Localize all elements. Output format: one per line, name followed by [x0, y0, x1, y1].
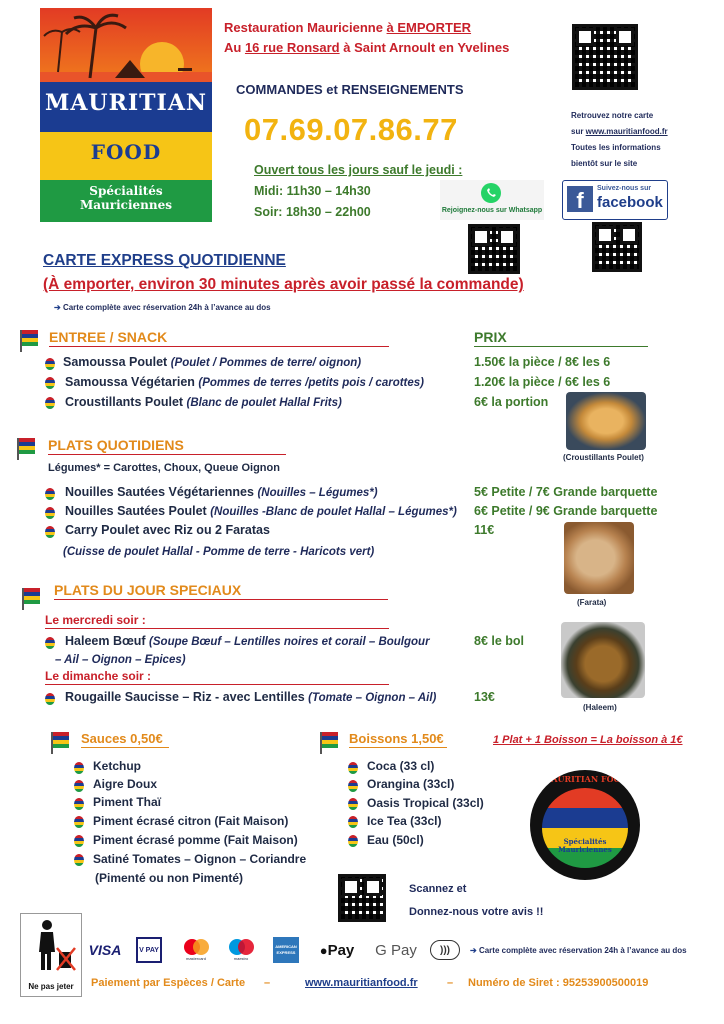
vpay-icon: V PAY	[136, 937, 162, 963]
whatsapp-label: Rejoignez-nous sur Whatsapp	[441, 207, 543, 214]
amex-icon: AMERICAN EXPRESS	[273, 937, 299, 963]
whatsapp-qr-code[interactable]	[468, 224, 520, 274]
boisson-item: Eau (50cl)	[367, 833, 424, 847]
menu-item: Samoussa Végétarien (Pommes de terres /petits pois / carottes)	[65, 375, 425, 389]
menu-item-price: 13€	[474, 690, 495, 704]
mauritius-bullet-icon	[348, 780, 358, 792]
mauritius-bullet-icon	[45, 377, 55, 389]
facebook-qr-code[interactable]	[592, 222, 642, 272]
hours-soir: Soir: 18h30 – 22h00	[254, 205, 371, 219]
menu-item-price: 5€ Petite / 7€ Grande barquette	[474, 485, 658, 499]
whatsapp-icon	[480, 182, 502, 204]
legumes-note: Légumes* = Carottes, Choux, Queue Oignon	[48, 462, 280, 474]
menu-qr-code[interactable]	[572, 24, 638, 90]
mauritius-flag-icon	[53, 732, 69, 750]
footer-separator: –	[447, 977, 454, 989]
sauce-item-extra: (Pimenté ou non Pimenté)	[95, 871, 244, 885]
farata-caption: (Farata)	[577, 598, 607, 607]
mauritius-bullet-icon	[45, 507, 55, 519]
ne-pas-jeter-box	[20, 913, 82, 997]
menu-item: Nouilles Sautées Poulet (Nouilles -Blanc de poulet Hallal – Légumes*)	[65, 504, 457, 518]
mauritius-flag-icon	[19, 438, 35, 456]
sauce-item: Piment écrasé citron (Fait Maison)	[93, 814, 289, 828]
litter-bin-icon	[27, 918, 77, 974]
round-logo-title: MAURITIAN FOOD	[542, 774, 628, 784]
sauce-item: Ketchup	[93, 759, 141, 773]
mauritius-bullet-icon	[348, 798, 358, 810]
mercredi-label: Le mercredi soir :	[45, 613, 146, 627]
menu-item-price: 1.50€ la pièce / 8€ les 6	[474, 355, 611, 369]
sauce-item: Piment écrasé pomme (Fait Maison)	[93, 833, 298, 847]
hours-midi: Midi: 11h30 – 14h30	[254, 184, 371, 198]
haleem-photo	[561, 622, 645, 698]
mauritius-bullet-icon	[74, 798, 84, 810]
speciaux-title: PLATS DU JOUR SPECIAUX	[54, 582, 242, 598]
mauritius-bullet-icon	[74, 854, 84, 866]
menu-item: Rougaille Saucisse – Riz - avec Lentilles (Tomate – Oignon – Ail)	[65, 690, 437, 704]
mauritius-bullet-icon	[45, 488, 55, 500]
logo-tagline: Spécialités Mauriciennes	[79, 184, 172, 212]
boisson-item: Ice Tea (33cl)	[367, 814, 442, 828]
farata-photo	[564, 522, 634, 594]
round-logo	[530, 770, 640, 880]
whatsapp-badge[interactable]	[440, 180, 544, 220]
menu-item: Samoussa Poulet (Poulet / Pommes de terre/ oignon)	[63, 355, 362, 369]
google-pay-icon: G Pay	[375, 941, 417, 959]
entree-title: ENTREE / SNACK	[49, 329, 168, 345]
plats-title: PLATS QUOTIDIENS	[48, 437, 184, 453]
logo-subtitle: FOOD	[90, 140, 162, 164]
ne-pas-jeter-label: Ne pas jeter	[28, 982, 74, 991]
facebook-badge[interactable]	[562, 180, 668, 220]
menu-item-price: 6€ la portion	[474, 395, 549, 409]
footer-note: ➔ Carte complète avec réservation 24h à l’avance au dos	[470, 946, 687, 955]
mastercard-icon: mastercard	[180, 937, 212, 963]
mauritius-flag-icon	[24, 588, 40, 606]
croustillants-caption: (Croustillants Poulet)	[563, 453, 644, 462]
contactless-icon: )))	[430, 940, 460, 960]
mauritian-food-logo	[40, 8, 212, 222]
logo-title: MAURITIAN	[44, 90, 208, 116]
boisson-item: Coca (33 cl)	[367, 759, 435, 773]
mauritius-bullet-icon	[74, 816, 84, 828]
facebook-icon: f	[567, 186, 593, 212]
apple-pay-icon: ● Pay	[319, 941, 355, 959]
menu-item: Croustillants Poulet (Blanc de poulet Hallal Frits)	[65, 395, 342, 409]
facebook-small-label: Suivez-nous sur	[597, 185, 652, 192]
croustillants-photo	[566, 392, 646, 450]
dimanche-label: Le dimanche soir :	[45, 669, 152, 683]
sidebar-info: Retrouvez notre carte sur www.mauritianfood.fr Toutes les informations bientôt sur le site	[571, 111, 668, 168]
promo-text: 1 Plat + 1 Boisson = La boisson à 1€	[493, 734, 683, 746]
logo-sunset-band	[40, 8, 212, 82]
mauritius-bullet-icon	[45, 358, 55, 370]
opening-hours-title: Ouvert tous les jours sauf le jeudi :	[254, 163, 463, 177]
paiement-text: Paiement par Espèces / Carte	[91, 977, 246, 989]
arrow-right-icon: ➔	[54, 303, 61, 312]
commandes-heading: COMMANDES et RENSEIGNEMENTS	[236, 82, 464, 97]
scan-line-1: Scannez et	[409, 883, 467, 895]
mauritius-bullet-icon	[45, 693, 55, 705]
mauritius-bullet-icon	[74, 762, 84, 774]
mauritius-flag-icon	[22, 330, 38, 348]
mauritius-bullet-icon	[74, 780, 84, 792]
menu-item-price: 1.20€ la pièce / 6€ les 6	[474, 375, 611, 389]
boisson-item: Orangina (33cl)	[367, 777, 455, 791]
round-logo-tagline: Spécialités Mauriciennes	[558, 837, 612, 854]
sauces-title: Sauces 0,50€	[81, 731, 163, 746]
carte-note: ➔ Carte complète avec réservation 24h à l’avance au dos	[54, 303, 271, 312]
mauritius-flag-icon	[322, 732, 338, 750]
menu-item-price: 11€	[474, 523, 495, 537]
mauritius-bullet-icon	[348, 762, 358, 774]
mauritius-bullet-icon	[74, 835, 84, 847]
carry-description: (Cuisse de poulet Hallal - Pomme de terre - Haricots vert)	[63, 546, 375, 558]
review-qr-code[interactable]	[338, 874, 386, 922]
boisson-item: Oasis Tropical (33cl)	[367, 796, 484, 810]
palm-tree-icon	[40, 8, 212, 82]
siret-text: Numéro de Siret : 95253900500019	[468, 977, 649, 989]
mauritius-bullet-icon	[45, 526, 55, 538]
header-line-1: Restauration Mauricienne à EMPORTER	[224, 20, 472, 35]
carte-subtitle: (À emporter, environ 30 minutes après avoir passé la commande)	[43, 276, 524, 293]
haleem-caption: (Haleem)	[583, 703, 617, 712]
scan-line-2: Donnez-nous votre avis !!	[409, 906, 544, 918]
menu-item: Nouilles Sautées Végétariennes (Nouilles – Légumes*)	[65, 485, 378, 499]
mauritius-bullet-icon	[45, 397, 55, 409]
header-line-2: Au 16 rue Ronsard à Saint Arnoult en Yvelines	[224, 40, 510, 55]
menu-item: Haleem Bœuf (Soupe Bœuf – Lentilles noires et corail – Boulgour	[65, 634, 430, 648]
maestro-icon: maestro	[225, 937, 257, 963]
arrow-right-icon: ➔	[470, 946, 477, 955]
mauritius-bullet-icon	[45, 637, 55, 649]
visa-icon: VISA	[88, 942, 122, 958]
sauce-item: Aigre Doux	[93, 777, 158, 791]
footer-separator: –	[264, 977, 271, 989]
haleem-description-cont: – Ail – Oignon – Epices)	[55, 654, 186, 666]
boissons-title: Boissons 1,50€	[349, 731, 444, 746]
prix-title: PRIX	[474, 329, 507, 345]
menu-item-price: 8€ le bol	[474, 634, 525, 648]
mauritius-bullet-icon	[348, 835, 358, 847]
facebook-label: facebook	[597, 194, 663, 211]
mauritius-bullet-icon	[348, 816, 358, 828]
website-link[interactable]: www.mauritianfood.fr	[305, 977, 418, 989]
menu-item: Carry Poulet avec Riz ou 2 Faratas	[65, 523, 270, 537]
carte-title: CARTE EXPRESS QUOTIDIENNE	[43, 252, 286, 269]
phone-number[interactable]: 07.69.07.86.77	[244, 112, 458, 147]
sauce-item: Satiné Tomates – Oignon – Coriandre	[93, 852, 307, 866]
menu-item-price: 6€ Petite / 9€ Grande barquette	[474, 504, 658, 518]
sauce-item: Piment Thaï	[93, 795, 162, 809]
